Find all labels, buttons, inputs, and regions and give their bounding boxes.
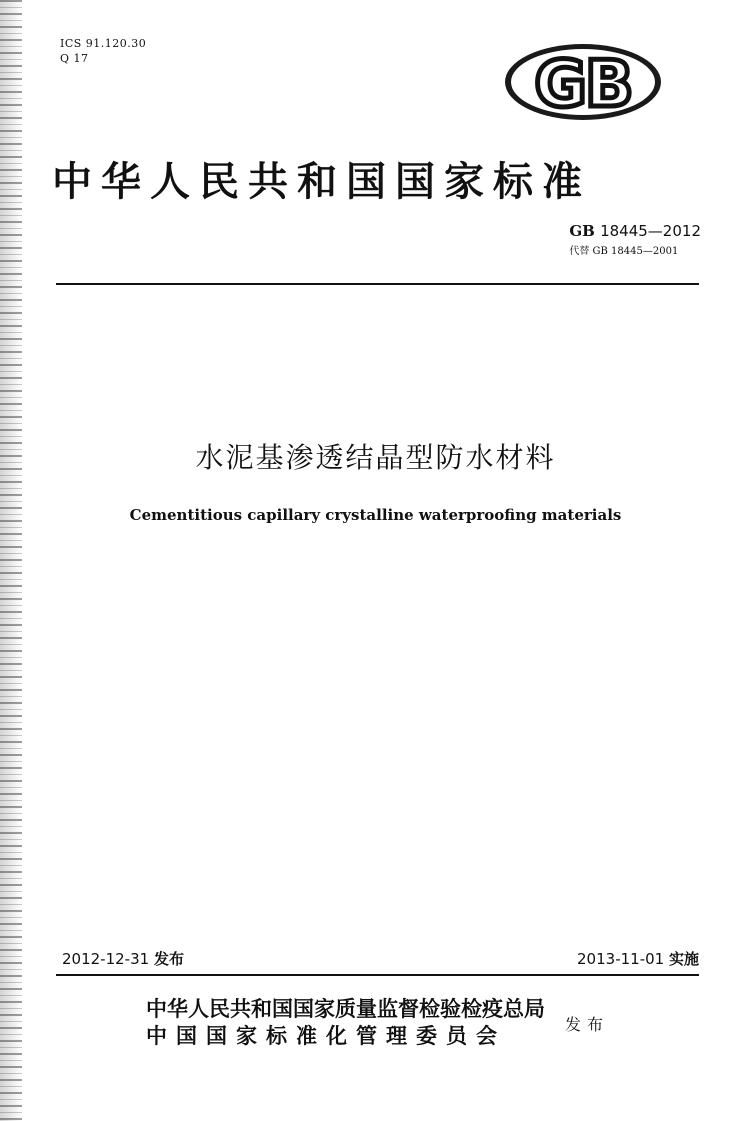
title-chinese: 水泥基渗透结晶型防水材料 — [195, 441, 556, 474]
ccs-code: Q 17 — [60, 52, 89, 65]
issuer-sac: 中国国家标准化管理委员会 — [146, 1024, 506, 1048]
standard-type-heading: 中华人民共和国国家标准 — [52, 159, 591, 205]
gb-logo — [503, 42, 663, 122]
standard-number: 18445—2012 — [600, 222, 701, 240]
issue-label: 发布 — [153, 950, 184, 968]
issuing-authorities — [146, 996, 545, 1050]
issue-date-line — [62, 948, 184, 969]
standard-number-block — [569, 222, 701, 257]
publish-label: 发布 — [565, 1015, 610, 1034]
scan-edge-shadow — [0, 0, 22, 1121]
gb-logo-text: GB — [534, 48, 632, 122]
standard-prefix: GB — [569, 222, 595, 240]
issuer-aqsiq: 中华人民共和国国家质量监督检验检疫总局 — [146, 997, 545, 1021]
bottom-divider — [56, 974, 699, 976]
effective-date: 2013-11-01 — [577, 950, 665, 968]
effective-date-line — [577, 948, 699, 969]
effective-label: 实施 — [668, 950, 699, 968]
issue-date: 2012-12-31 — [62, 950, 150, 968]
ics-code: ICS 91.120.30 — [60, 37, 147, 50]
replaces-standard: 代替 GB 18445—2001 — [569, 246, 679, 257]
title-english: Cementitious capillary crystalline waterproofing materials — [129, 506, 622, 524]
classification-codes — [60, 36, 146, 66]
top-divider — [56, 283, 699, 285]
